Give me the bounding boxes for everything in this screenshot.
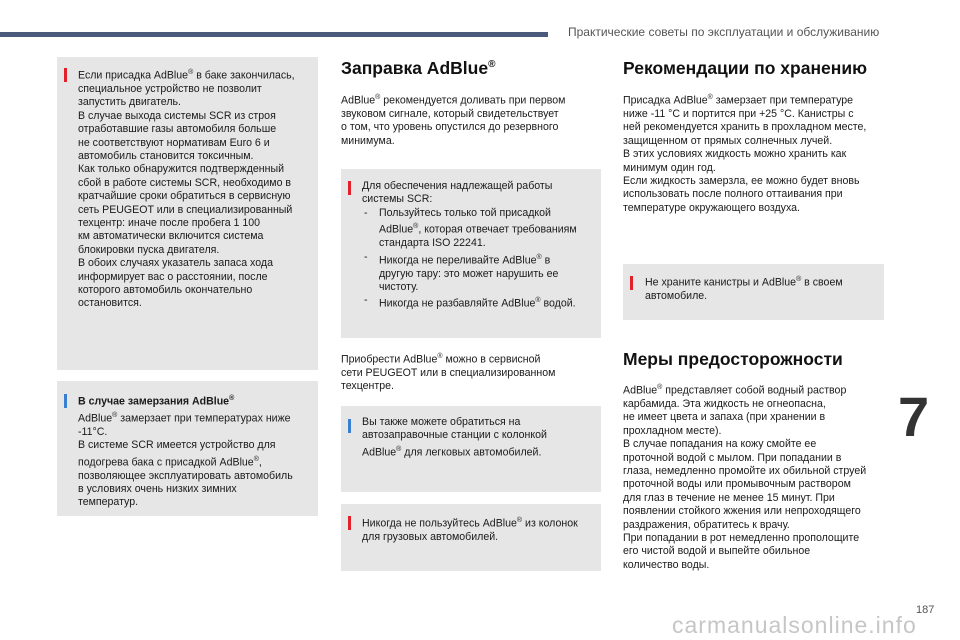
watermark: carmanualsonline.info — [672, 612, 917, 638]
text-line: Приобрести AdBlue® можно в сервисной — [341, 353, 541, 366]
info-text-freezing — [78, 392, 316, 510]
text-line: его чистой водой и выпейте обильное — [623, 545, 811, 558]
warning-text-adblue-empty — [78, 66, 316, 311]
list-item: - Пользуйтесь только той присадкой AdBlue®, которая отвечает требованиям стандарта ISO 22241. — [362, 207, 598, 251]
text-line: ней рекомендуется хранить в прохладном месте, — [623, 121, 867, 134]
text-line: минимум один год. — [623, 161, 716, 174]
list-item: - Никогда не разбавляйте AdBlue® водой. — [362, 294, 598, 311]
text-line: отработавшие газы автомобиля больше — [78, 123, 277, 136]
text-line: для глаз в течение не менее 15 минут. При — [623, 491, 835, 504]
text-line: AdBlue® рекомендуется доливать при первом — [341, 94, 566, 107]
text-line: Если жидкость замерзла, ее можно будет вновь — [623, 174, 860, 187]
scr-rules-list — [362, 207, 598, 311]
text-line: В системе SCR имеется устройство для — [78, 439, 276, 452]
info-text-stations — [362, 416, 598, 460]
text-line: сбой в работе системы SCR, необходимо в — [78, 176, 292, 189]
title-adblue-refill: Заправка AdBlue® — [341, 58, 496, 78]
warning-icon — [348, 181, 351, 195]
list-item: - Никогда не переливайте AdBlue® в другую тару: это может нарушить ее чистоту. — [362, 251, 598, 295]
text-line: автомобиле. — [645, 289, 708, 302]
text-line: о том, что уровень опустился до резервного — [341, 121, 559, 134]
text-line: специальное устройство не позволит — [78, 82, 262, 95]
chapter-number: 7 — [898, 385, 930, 448]
text-line: Как только обнаружится подтвержденный — [78, 163, 285, 176]
text-line: использовать после полного оттаивания при — [623, 188, 843, 201]
info-box-title: В случае замерзания AdBlue® — [78, 395, 235, 408]
buy-text — [341, 350, 601, 394]
text-line: В случае выхода системы SCR из строя — [78, 109, 276, 122]
info-icon — [348, 419, 351, 433]
text-line: системы SCR: — [362, 193, 433, 206]
text-line: автозаправочные станции с колонкой — [362, 429, 547, 442]
text-line: не соответствуют нормативам Euro 6 и — [78, 136, 270, 149]
text-line: информирует вас о расстоянии, после — [78, 270, 268, 283]
info-icon — [64, 394, 67, 408]
text-line: AdBlue® для легковых автомобилей. — [362, 445, 542, 459]
text-line: карбамида. Эта жидкость не огнеопасна, — [623, 397, 826, 410]
text-line: кратчайшие сроки обратиться в сервисную — [78, 190, 291, 203]
text-line: не имеет цвета и запаха (при хранении в — [623, 411, 826, 424]
text-line: ниже -11 °C и портится при +25 °C. Канистры с — [623, 107, 854, 120]
title-storage: Рекомендации по хранению — [623, 58, 868, 78]
warning-text-scr — [362, 180, 598, 311]
text-line: количество воды. — [623, 558, 710, 571]
storage-text — [623, 91, 888, 215]
text-line: раздражения, обратитесь к врачу. — [623, 518, 790, 531]
header-bar — [0, 32, 548, 37]
text-line: В этих условиях жидкость можно хранить как — [623, 148, 847, 161]
text-line: сеть PEUGEOT или в специализированный — [78, 203, 293, 216]
title-precautions: Меры предосторожности — [623, 349, 843, 369]
text-line: в условиях очень низких зимних — [78, 483, 237, 496]
text-line: защищенном от прямых солнечных лучей. — [623, 134, 833, 147]
text-line: звуковом сигнале, который свидетельствует — [341, 107, 559, 120]
text-line: техцентр: иначе после пробега 1 100 — [78, 217, 261, 229]
text-line: прохладном месте). — [623, 424, 722, 437]
text-line: В случае попадания на кожу смойте ее — [623, 438, 817, 451]
text-line: Не храните канистры и AdBlue® в своем — [645, 276, 843, 289]
intro-text — [341, 91, 601, 148]
text-line: остановится. — [78, 297, 142, 310]
text-line: позволяющее эксплуатировать автомобиль — [78, 469, 293, 482]
text-line: AdBlue® представляет собой водный раствор — [623, 384, 847, 397]
warning-icon — [64, 68, 67, 82]
text-line: проточной водой с мылом. При попадании в — [623, 451, 842, 464]
text-line: запустить двигатель. — [78, 96, 181, 109]
text-line: глаза, немедленно промойте их обильной струей — [623, 464, 867, 477]
warning-icon — [630, 276, 633, 290]
text-line: В обоих случаях указатель запаса хода — [78, 257, 273, 270]
text-line: которого автомобиль окончательно — [78, 284, 253, 297]
text-line: Для обеспечения надлежащей работы — [362, 180, 553, 192]
section-header: Практические советы по эксплуатации и обслуживанию — [568, 25, 880, 39]
text-line: техцентре. — [341, 380, 394, 393]
warning-icon — [348, 516, 351, 530]
warning-text-trucks — [362, 514, 598, 544]
text-line: подогрева бака с присадкой AdBlue®, — [78, 455, 262, 469]
text-line: для грузовых автомобилей. — [362, 530, 499, 543]
text-line: минимума. — [341, 134, 395, 147]
text-line: появлении стойкого жжения или непроходящего — [623, 505, 861, 518]
warning-text-storage — [645, 273, 881, 303]
text-line: температуре окружающего воздуха. — [623, 201, 800, 214]
text-line: Если присадка AdBlue® в баке закончилась, — [78, 69, 295, 82]
text-line: Никогда не пользуйтесь AdBlue® из колонок — [362, 517, 578, 530]
text-line: автомобиль становится токсичным. — [78, 149, 254, 162]
text-line: км автоматически включится система — [78, 230, 264, 243]
text-line: проточной воды или промывочным раствором — [623, 478, 851, 491]
text-line: блокировки пуска двигателя. — [78, 243, 220, 256]
text-line: -11°C. — [78, 425, 108, 438]
text-line: Вы также можете обратиться на — [362, 416, 521, 428]
warning-lead — [362, 180, 598, 207]
text-line: AdBlue® замерзает при температурах ниже — [78, 411, 291, 425]
info-box-lines — [78, 409, 316, 510]
text-line: температур. — [78, 496, 139, 509]
text-line: Присадка AdBlue® замерзает при температуре — [623, 94, 854, 107]
text-line: При попадании в рот немедленно прополощите — [623, 532, 860, 544]
precautions-text — [623, 381, 888, 572]
text-line: сети PEUGEOT или в специализированном — [341, 366, 556, 379]
page-number: 187 — [916, 604, 935, 616]
